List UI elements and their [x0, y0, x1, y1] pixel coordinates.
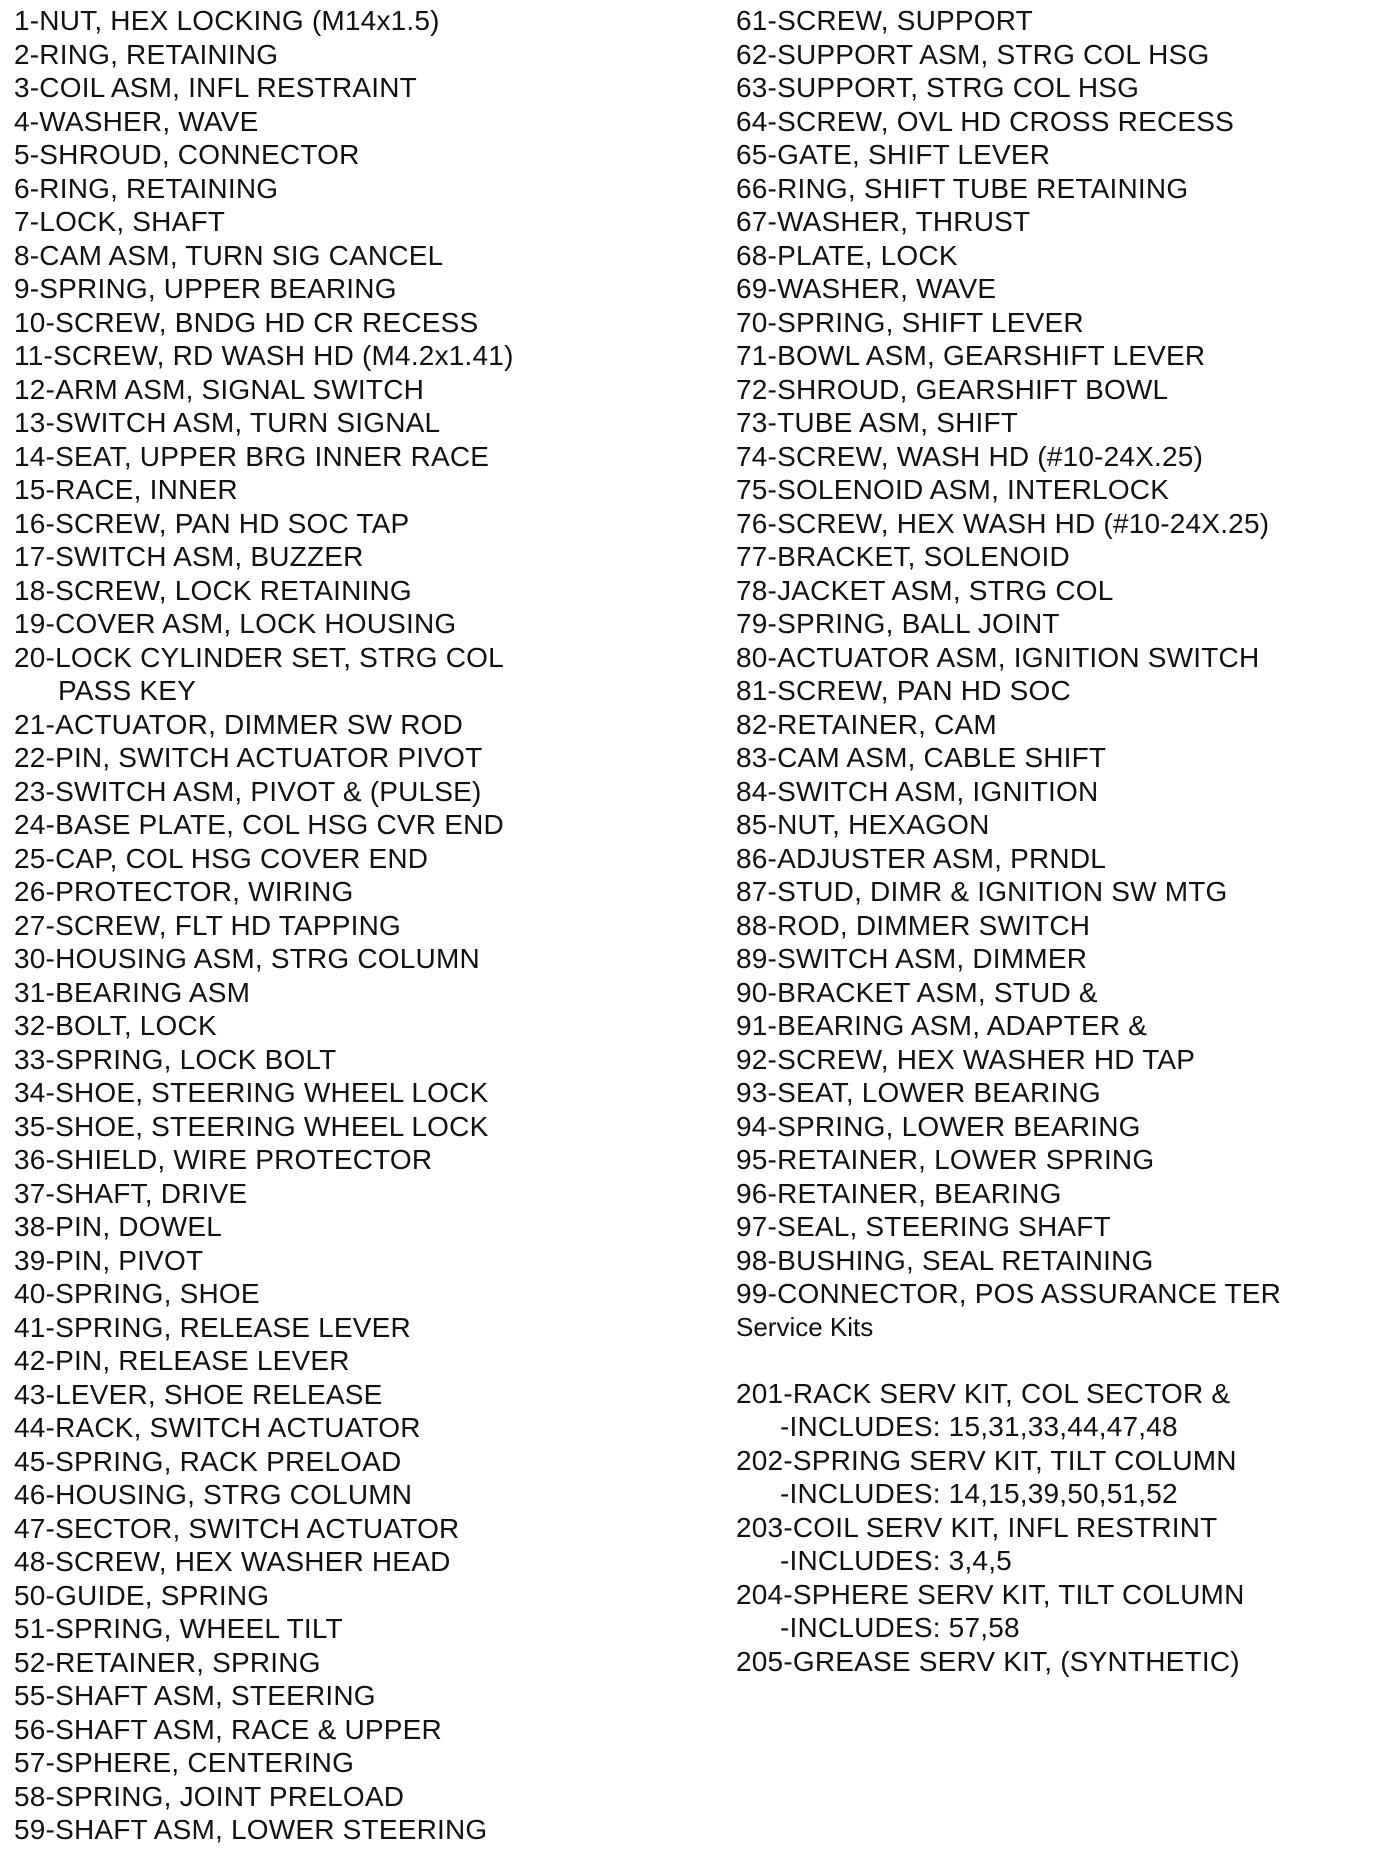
part-line: 80-ACTUATOR ASM, IGNITION SWITCH: [736, 641, 1260, 673]
part-line: 43-LEVER, SHOE RELEASE: [14, 1378, 383, 1410]
part-line: 71-BOWL ASM, GEARSHIFT LEVER: [736, 340, 1206, 371]
part-line: 96-RETAINER, BEARING: [736, 1177, 1062, 1209]
part-line-continuation: PASS KEY: [58, 675, 197, 706]
part-line: 55-SHAFT ASM, STEERING: [14, 1680, 376, 1711]
part-line: 97-SEAL, STEERING SHAFT: [736, 1211, 1111, 1242]
part-line: 24-BASE PLATE, COL HSG CVR END: [14, 809, 504, 840]
service-kit-202: [736, 1444, 1356, 1511]
part-line: 61-SCREW, SUPPORT: [736, 5, 1033, 36]
part-line: 63-SUPPORT, STRG COL HSG: [736, 72, 1140, 103]
part-line: 35-SHOE, STEERING WHEEL LOCK: [14, 1110, 489, 1142]
service-kit-201: [736, 1377, 1356, 1444]
part-line: 98-BUSHING, SEAL RETAINING: [736, 1244, 1154, 1276]
part-line: 67-WASHER, THRUST: [736, 206, 1031, 237]
part-line: 73-TUBE ASM, SHIFT: [736, 407, 1019, 438]
service-kits-heading: Service Kits: [736, 1311, 874, 1342]
service-kit-includes: -INCLUDES: 57,58: [780, 1612, 1020, 1643]
part-line: 22-PIN, SWITCH ACTUATOR PIVOT: [14, 742, 483, 773]
service-kit-name: 201-RACK SERV KIT, COL SECTOR &: [736, 1377, 1231, 1409]
part-line: 33-SPRING, LOCK BOLT: [14, 1043, 337, 1075]
service-kit-includes: -INCLUDES: 15,31,33,44,47,48: [780, 1411, 1178, 1442]
part-line: 30-HOUSING ASM, STRG COLUMN: [14, 943, 480, 974]
part-line: 23-SWITCH ASM, PIVOT & (PULSE): [14, 775, 482, 807]
part-line: 76-SCREW, HEX WASH HD (#10-24X.25): [736, 507, 1270, 539]
part-line: 45-SPRING, RACK PRELOAD: [14, 1445, 402, 1477]
part-line: 27-SCREW, FLT HD TAPPING: [14, 909, 402, 941]
part-line: 44-RACK, SWITCH ACTUATOR: [14, 1412, 421, 1443]
part-line: 39-PIN, PIVOT: [14, 1244, 204, 1276]
part-line: 19-COVER ASM, LOCK HOUSING: [14, 608, 457, 639]
service-kit-205: [736, 1645, 1356, 1679]
part-line: 78-JACKET ASM, STRG COL: [736, 574, 1114, 606]
service-kit-204: [736, 1578, 1356, 1645]
part-line: 64-SCREW, OVL HD CROSS RECESS: [736, 105, 1234, 137]
part-line: 65-GATE, SHIFT LEVER: [736, 139, 1051, 170]
part-line: 56-SHAFT ASM, RACE & UPPER: [14, 1713, 442, 1745]
part-line: 26-PROTECTOR, WIRING: [14, 876, 354, 907]
part-line: 40-SPRING, SHOE: [14, 1278, 260, 1309]
part-line: 94-SPRING, LOWER BEARING: [736, 1110, 1141, 1142]
part-line: 68-PLATE, LOCK: [736, 239, 958, 271]
part-line: 38-PIN, DOWEL: [14, 1211, 222, 1242]
part-line: 16-SCREW, PAN HD SOC TAP: [14, 507, 410, 539]
service-kit-name: 204-SPHERE SERV KIT, TILT COLUMN: [736, 1578, 1245, 1610]
part-line: 11-SCREW, RD WASH HD (M4.2x1.41): [14, 340, 514, 371]
part-line: 25-CAP, COL HSG COVER END: [14, 842, 429, 874]
service-kit-name: 205-GREASE SERV KIT, (SYNTHETIC): [736, 1645, 1240, 1677]
part-line: 92-SCREW, HEX WASHER HD TAP: [736, 1043, 1196, 1075]
part-line: 37-SHAFT, DRIVE: [14, 1177, 248, 1209]
part-line: 47-SECTOR, SWITCH ACTUATOR: [14, 1512, 460, 1544]
part-line: 66-RING, SHIFT TUBE RETAINING: [736, 172, 1189, 204]
part-line: 6-RING, RETAINING: [14, 172, 279, 204]
part-line: 81-SCREW, PAN HD SOC: [736, 675, 1071, 706]
part-line: 77-BRACKET, SOLENOID: [736, 541, 1070, 572]
service-kit-name: 203-COIL SERV KIT, INFL RESTRINT: [736, 1511, 1218, 1543]
service-kit-includes: -INCLUDES: 3,4,5: [780, 1545, 1012, 1576]
left-parts-column: [14, 4, 704, 1847]
part-line: 52-RETAINER, SPRING: [14, 1646, 321, 1678]
part-line: 86-ADJUSTER ASM, PRNDL: [736, 842, 1107, 874]
part-line: 46-HOUSING, STRG COLUMN: [14, 1479, 413, 1510]
part-line: 21-ACTUATOR, DIMMER SW ROD: [14, 708, 464, 740]
part-line: 50-GUIDE, SPRING: [14, 1579, 270, 1611]
part-line: 95-RETAINER, LOWER SPRING: [736, 1144, 1155, 1175]
part-line: 41-SPRING, RELEASE LEVER: [14, 1311, 411, 1343]
part-line: 88-ROD, DIMMER SWITCH: [736, 909, 1091, 941]
part-line: 13-SWITCH ASM, TURN SIGNAL: [14, 407, 441, 438]
part-line: 9-SPRING, UPPER BEARING: [14, 273, 397, 304]
part-line: 7-LOCK, SHAFT: [14, 206, 226, 237]
part-line: 87-STUD, DIMR & IGNITION SW MTG: [736, 876, 1228, 907]
part-line: 85-NUT, HEXAGON: [736, 809, 990, 840]
service-kit-name: 202-SPRING SERV KIT, TILT COLUMN: [736, 1444, 1237, 1476]
part-line: 57-SPHERE, CENTERING: [14, 1747, 355, 1778]
part-line: 18-SCREW, LOCK RETAINING: [14, 574, 412, 606]
part-line: 32-BOLT, LOCK: [14, 1010, 217, 1041]
part-line: 14-SEAT, UPPER BRG INNER RACE: [14, 440, 490, 472]
part-line: 58-SPRING, JOINT PRELOAD: [14, 1780, 405, 1812]
part-line: 74-SCREW, WASH HD (#10-24X.25): [736, 440, 1204, 472]
service-kit-203: [736, 1511, 1356, 1578]
part-line: 62-SUPPORT ASM, STRG COL HSG: [736, 38, 1210, 70]
part-line: 3-COIL ASM, INFL RESTRAINT: [14, 72, 417, 103]
part-line: 89-SWITCH ASM, DIMMER: [736, 943, 1088, 974]
service-kit-includes: -INCLUDES: 14,15,39,50,51,52: [780, 1478, 1178, 1509]
part-line: 99-CONNECTOR, POS ASSURANCE TER: [736, 1278, 1282, 1309]
part-line: 36-SHIELD, WIRE PROTECTOR: [14, 1144, 433, 1175]
part-line: 83-CAM ASM, CABLE SHIFT: [736, 742, 1107, 773]
part-line: 93-SEAT, LOWER BEARING: [736, 1077, 1101, 1108]
part-line: 70-SPRING, SHIFT LEVER: [736, 306, 1084, 338]
part-line: 48-SCREW, HEX WASHER HEAD: [14, 1546, 451, 1577]
part-line: 20-LOCK CYLINDER SET, STRG COL: [14, 641, 504, 673]
part-line: 42-PIN, RELEASE LEVER: [14, 1345, 350, 1376]
part-line: 59-SHAFT ASM, LOWER STEERING: [14, 1814, 488, 1845]
part-line: 72-SHROUD, GEARSHIFT BOWL: [736, 373, 1169, 405]
part-line: 12-ARM ASM, SIGNAL SWITCH: [14, 373, 425, 405]
part-line: 79-SPRING, BALL JOINT: [736, 608, 1060, 639]
part-line: 10-SCREW, BNDG HD CR RECESS: [14, 306, 479, 338]
part-line: 4-WASHER, WAVE: [14, 105, 259, 137]
part-line: 31-BEARING ASM: [14, 976, 251, 1008]
part-line: 8-CAM ASM, TURN SIG CANCEL: [14, 239, 444, 271]
part-line: 51-SPRING, WHEEL TILT: [14, 1613, 343, 1644]
part-line: 17-SWITCH ASM, BUZZER: [14, 541, 364, 572]
part-line: 5-SHROUD, CONNECTOR: [14, 139, 360, 170]
part-line: 91-BEARING ASM, ADAPTER &: [736, 1010, 1148, 1041]
part-line: 2-RING, RETAINING: [14, 38, 279, 70]
part-line: 90-BRACKET ASM, STUD &: [736, 976, 1098, 1008]
part-line: 15-RACE, INNER: [14, 474, 238, 505]
part-line: 1-NUT, HEX LOCKING (M14x1.5): [14, 5, 440, 36]
part-line: 84-SWITCH ASM, IGNITION: [736, 775, 1099, 807]
part-line: 69-WASHER, WAVE: [736, 273, 997, 304]
part-line: 82-RETAINER, CAM: [736, 708, 997, 740]
part-line: 34-SHOE, STEERING WHEEL LOCK: [14, 1077, 489, 1108]
right-parts-column: [736, 4, 1356, 1678]
part-line: 75-SOLENOID ASM, INTERLOCK: [736, 474, 1170, 505]
